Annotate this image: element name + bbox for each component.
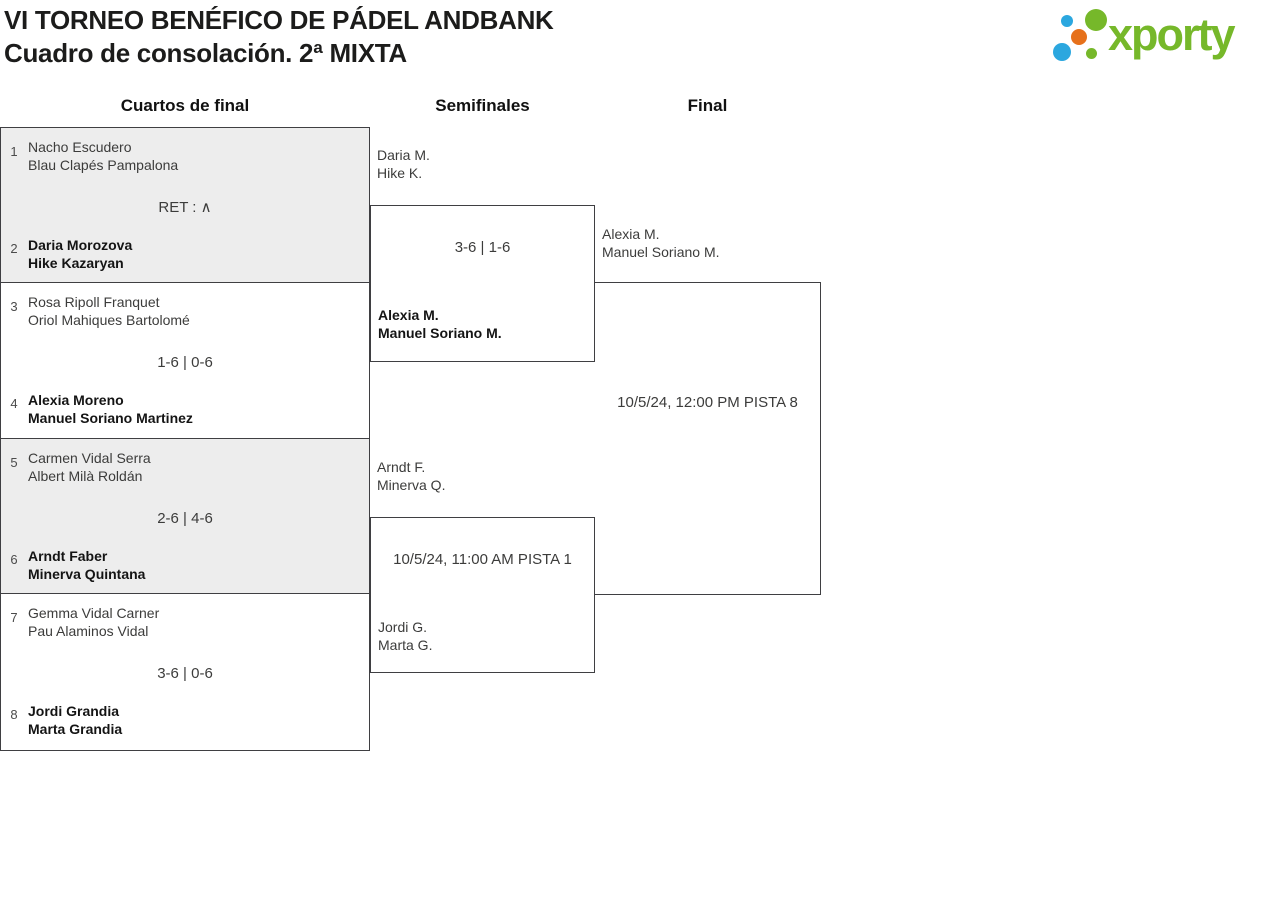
player-name: Blau Clapés Pampalona [28,157,179,173]
seed-number-7: 7 [10,610,18,625]
qf2-score: 1-6 | 0-6 [157,354,213,371]
sf1-team-bottom-winner [378,306,502,342]
player-name: Carmen Vidal Serra [28,450,151,466]
player-name: Daria M. [377,147,430,163]
qf1-score: RET : ∧ [158,199,212,216]
sf-match-2 [370,517,595,673]
round-header-semifinals: Semifinales [435,96,530,115]
final-team-top [602,225,720,261]
player-name: Manuel Soriano Martinez [28,410,193,426]
qf3-score: 2-6 | 4-6 [157,510,213,527]
final-schedule: 10/5/24, 12:00 PM PISTA 8 [617,394,798,411]
seed-number-2: 2 [10,241,18,256]
player-name: Arndt F. [377,459,426,475]
seed-number-8: 8 [10,707,18,722]
logo-dot-blue-small-icon [1061,15,1073,27]
player-name: Rosa Ripoll Franquet [28,294,160,310]
qf3-team-top [28,449,151,485]
logo-dot-orange-icon [1071,29,1087,45]
player-name: Manuel Soriano M. [378,325,502,341]
player-name: Jordi G. [378,619,428,635]
qf-match-4 [0,593,370,751]
player-name: Arndt Faber [28,548,108,564]
player-name: Alexia Moreno [28,392,124,408]
xporty-logo[interactable] [1048,2,1276,74]
qf1-team-top [28,138,178,174]
sf1-team-top [377,146,430,182]
qf4-team-bottom-winner [28,702,122,738]
sf2-team-top [377,458,445,494]
final-match [595,282,821,595]
sf1-score: 3-6 | 1-6 [454,239,511,256]
seed-number-4: 4 [10,396,18,411]
player-name: Alexia M. [602,226,660,242]
qf1-team-bottom-winner [28,236,132,272]
seed-number-6: 6 [10,552,18,567]
player-name: Alexia M. [378,307,439,323]
player-name: Minerva Quintana [28,566,146,582]
sf2-team-bottom [378,618,432,654]
logo-wordmark: xporty [1108,9,1234,60]
round-header-quarterfinals: Cuartos de final [120,96,250,115]
qf4-team-top [28,604,159,640]
player-name: Manuel Soriano M. [602,244,720,260]
seed-number-3: 3 [10,299,18,314]
sf-match-1 [370,205,595,362]
player-name: Oriol Mahiques Bartolomé [28,312,190,328]
player-name: Jordi Grandia [28,703,120,719]
qf2-team-top [28,293,190,329]
qf3-team-bottom-winner [28,547,145,583]
qf2-team-bottom-winner [28,391,193,427]
player-name: Gemma Vidal Carner [28,605,160,621]
logo-dot-blue-large-icon [1053,43,1071,61]
player-name: Nacho Escudero [28,139,132,155]
tournament-title: VI TORNEO BENÉFICO DE PÁDEL ANDBANK [4,5,554,35]
round-header-final: Final [687,96,728,115]
player-name: Albert Milà Roldán [28,468,143,484]
player-name: Hike Kazaryan [28,255,124,271]
seed-number-5: 5 [10,455,18,470]
qf4-score: 3-6 | 0-6 [157,665,213,682]
qf-match-2 [0,282,370,439]
player-name: Marta G. [378,637,433,653]
bracket-subtitle: Cuadro de consolación. 2ª MIXTA [4,38,407,68]
seed-number-1: 1 [10,144,18,159]
player-name: Minerva Q. [377,477,446,493]
player-name: Pau Alaminos Vidal [28,623,149,639]
logo-dot-green-small-icon [1086,48,1097,59]
player-name: Hike K. [377,165,423,181]
player-name: Marta Grandia [28,721,123,737]
player-name: Daria Morozova [28,237,133,253]
qf-match-1 [0,127,370,283]
logo-dot-green-large-icon [1085,9,1107,31]
sf2-schedule: 10/5/24, 11:00 AM PISTA 1 [393,551,572,568]
qf-match-3 [0,438,370,594]
